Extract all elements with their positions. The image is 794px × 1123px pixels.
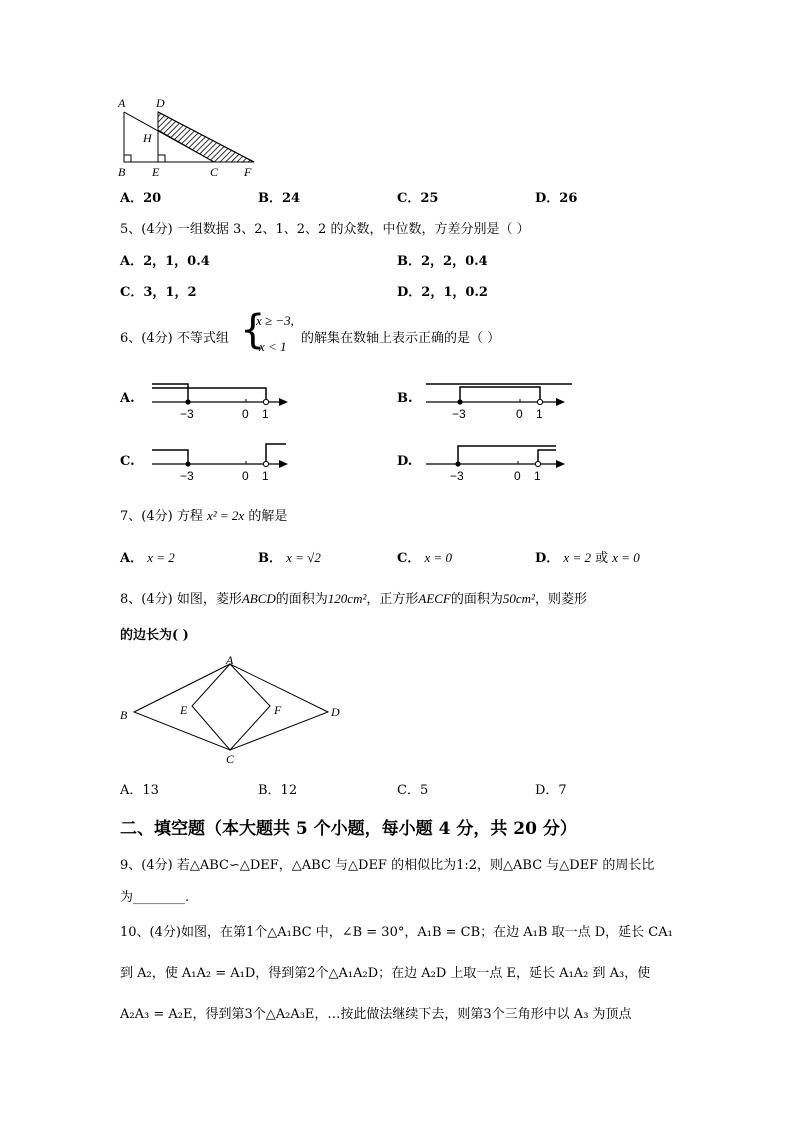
number-line-d <box>422 440 576 488</box>
q6-option-a[interactable]: A. <box>120 391 135 406</box>
q7-option-d-math2: x = 0 <box>612 550 640 565</box>
tick-label-neg3: −3 <box>450 469 464 483</box>
q7-option-c[interactable] <box>397 547 452 566</box>
section-2-title: 二、填空题（本大题共 5 个小题，每小题 4 分，共 20 分） <box>120 819 577 839</box>
label-C: C <box>210 165 219 178</box>
q7-option-b-letter: B． <box>258 551 282 566</box>
q8-text-a: 8、(4分) 如图，菱形 <box>120 592 242 607</box>
q4-option-b[interactable]: B．24 <box>258 191 301 206</box>
number-line-b <box>422 378 576 426</box>
q7-option-a-math: x = 2 <box>147 550 175 565</box>
q7-option-d-math1: x = 2 <box>563 550 591 565</box>
q7-option-a[interactable] <box>120 547 175 566</box>
tick-label-0: 0 <box>516 407 523 421</box>
tick-label-0: 0 <box>242 407 249 421</box>
q7-option-c-letter: C． <box>397 551 421 566</box>
q8-option-b[interactable]: B．12 <box>258 783 298 798</box>
brace-icon: { <box>240 307 266 353</box>
q8-text-e: ，正方形 <box>366 592 419 607</box>
tick-label-neg3: −3 <box>452 407 466 421</box>
q4-option-c[interactable]: C．25 <box>397 191 439 206</box>
q7-stem-suffix: 的解是 <box>248 509 288 524</box>
q6-inequality-2: x < 1 <box>259 339 287 354</box>
tick-label-0: 0 <box>242 469 249 483</box>
q8-figure <box>112 650 352 768</box>
q6-option-c[interactable]: C. <box>120 454 135 469</box>
q4-option-a[interactable]: A．20 <box>120 191 162 206</box>
q7-stem-prefix: 7、(4分) 方程 <box>120 509 203 524</box>
q8-option-c[interactable]: C．5 <box>397 783 429 798</box>
q10-line2: 到 A₂，使 A₁A₂ = A₁D，得到第2个△A₁A₂D；在边 A₂D 上取一点 E，延长 A₁A₂ 到 A₃，使 <box>120 966 651 981</box>
q8-math-area1: 120cm² <box>327 591 367 606</box>
label-E: E <box>180 703 188 717</box>
label-D: D <box>156 96 165 110</box>
q5-option-b[interactable]: B．2，2，0.4 <box>397 254 488 269</box>
label-A: A <box>118 96 126 110</box>
tick-label-neg3: −3 <box>180 407 194 421</box>
q6-option-b[interactable]: B. <box>397 391 413 406</box>
q7-stem <box>120 505 287 524</box>
q8-math-area2: 50cm² <box>502 591 535 606</box>
label-B: B <box>118 165 126 178</box>
q6-inequality-1: x ≥ −3, <box>256 313 294 328</box>
q5-option-d[interactable]: D．2，1，0.2 <box>397 285 488 300</box>
q8-math-abcd: ABCD <box>241 591 276 606</box>
q7-option-b-math: x = √2 <box>286 550 321 565</box>
q5-stem: 5、(4分) 一组数据 3、2、1、2、2 的众数，中位数，方差分别是（ ） <box>120 222 530 237</box>
tick-label-1: 1 <box>536 407 543 421</box>
tick-label-0: 0 <box>514 469 521 483</box>
tick-label-1: 1 <box>262 407 269 421</box>
q8-math-aecf: AECF <box>418 591 451 606</box>
q7-option-d[interactable] <box>535 547 640 566</box>
number-line-c <box>148 440 293 488</box>
label-H: H <box>143 131 152 145</box>
q7-option-b[interactable] <box>258 547 321 566</box>
q9-line2: 为________. <box>120 890 190 905</box>
tick-label-1: 1 <box>262 469 269 483</box>
q6-prefix: 6、(4分) 不等式组 <box>120 331 229 346</box>
q8-stem-line1 <box>120 588 587 607</box>
q9-line1: 9、(4分) 若△ABC∽△DEF，△ABC 与△DEF 的相似比为1:2，则△ABC 与△DEF 的周长比 <box>120 858 655 873</box>
q8-option-d[interactable]: D．7 <box>535 783 567 798</box>
q8-text-c: 的面积为 <box>275 592 328 607</box>
q6-option-d[interactable]: D. <box>397 454 413 469</box>
q8-stem-line2: 的边长为( ) <box>120 628 189 643</box>
q7-option-d-letter: D． <box>535 551 560 566</box>
tick-label-neg3: −3 <box>180 469 194 483</box>
q4-figure <box>112 94 272 178</box>
label-E: E <box>152 165 160 178</box>
label-B: B <box>120 708 128 722</box>
label-F: F <box>274 703 282 717</box>
q10-line3: A₂A₃ = A₂E，得到第3个△A₂A₃E，…按此做法继续下去，则第3个三角形中以 A₃ 为顶点 <box>120 1007 632 1022</box>
q7-option-d-or: 或 <box>595 551 609 566</box>
q8-text-g: 的面积为 <box>450 592 503 607</box>
q5-option-a[interactable]: A．2，1，0.4 <box>120 254 210 269</box>
q7-option-c-math: x = 0 <box>424 550 453 565</box>
label-A: A <box>226 653 234 667</box>
q7-option-a-letter: A． <box>120 551 144 566</box>
label-C: C <box>226 752 235 766</box>
number-line-a <box>148 378 293 426</box>
q7-equation: x² = 2x <box>206 508 245 523</box>
label-D: D <box>331 705 340 719</box>
q5-option-c[interactable]: C．3，1，2 <box>120 285 197 300</box>
label-F: F <box>244 165 252 178</box>
tick-label-1: 1 <box>534 469 541 483</box>
q6-suffix: 的解集在数轴上表示正确的是（ ） <box>301 331 501 346</box>
q4-option-d[interactable]: D．26 <box>535 191 578 206</box>
q10-line1: 10、(4分)如图，在第1个△A₁BC 中，∠B = 30°，A₁B = CB；在边 A₁B 取一点 D，延长 CA₁ <box>120 925 673 940</box>
q8-option-a[interactable]: A．13 <box>120 783 159 798</box>
q8-text-i: ，则菱形 <box>534 592 587 607</box>
